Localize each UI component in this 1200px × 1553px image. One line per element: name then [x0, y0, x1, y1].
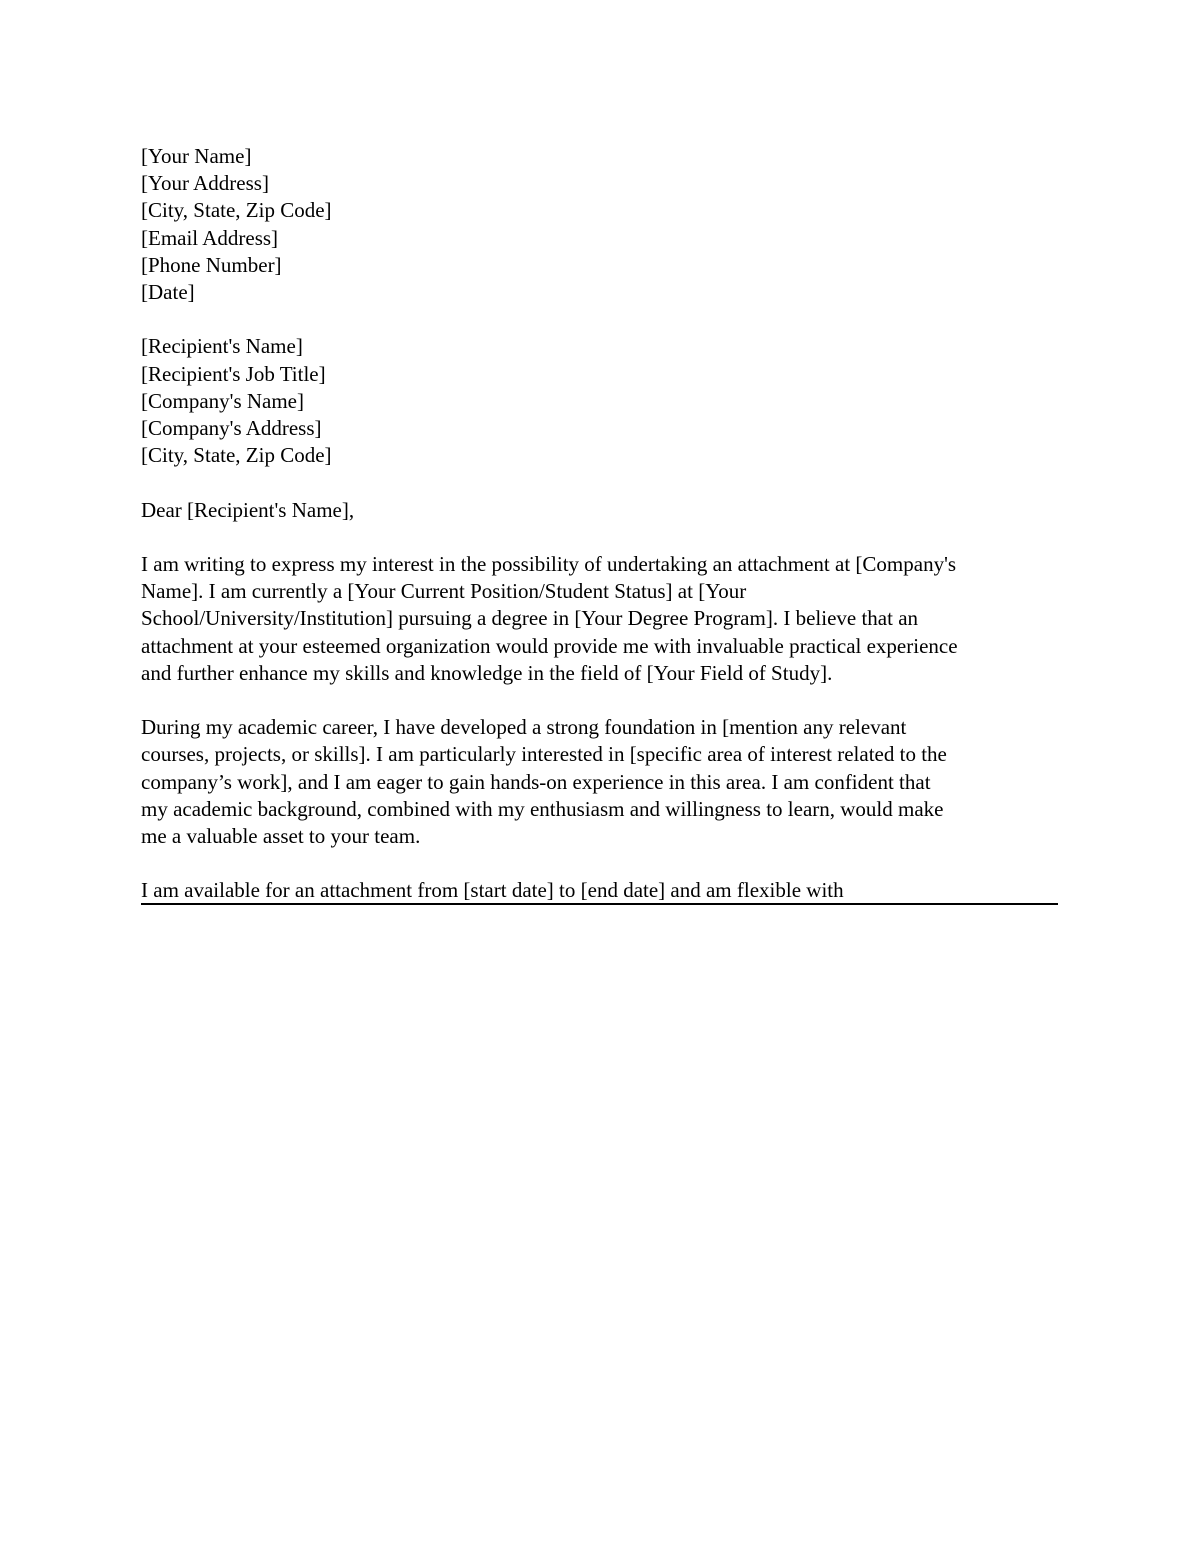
sender-phone: [Phone Number]: [141, 252, 282, 277]
company-name: [Company's Name]: [141, 388, 304, 413]
body-paragraph-3: [141, 877, 1061, 905]
recipient-city-state-zip: [City, State, Zip Code]: [141, 443, 332, 468]
paragraph-line: my academic background, combined with my enthusiasm and willingness to learn, would make: [141, 796, 944, 821]
paragraph-line: and further enhance my skills and knowledge in the field of [Your Field of Study].: [141, 660, 833, 685]
paragraph-line: Name]. I am currently a [Your Current Position/Student Status] at [Your: [141, 579, 747, 604]
sender-name: [Your Name]: [141, 144, 252, 168]
underlined-paragraph-line: I am available for an attachment from [start date] to [end date] and am flexible with: [141, 877, 1058, 905]
spacer: [141, 687, 1061, 714]
recipient-job-title: [Recipient's Job Title]: [141, 361, 326, 386]
body-paragraph-1: [141, 551, 1061, 687]
company-address: [Company's Address]: [141, 416, 322, 441]
paragraph-line: School/University/Institution] pursuing a degree in [Your Degree Program]. I believe that an: [141, 606, 919, 631]
sender-email: [Email Address]: [141, 225, 279, 250]
letter-content: [141, 143, 1061, 905]
spacer: [141, 469, 1061, 496]
paragraph-line: During my academic career, I have developed a strong foundation in [mention any relevant: [141, 715, 907, 740]
spacer: [141, 524, 1061, 551]
salutation: [141, 497, 1061, 524]
recipient-block: [141, 333, 1061, 469]
sender-address: [Your Address]: [141, 171, 269, 196]
paragraph-line: me a valuable asset to your team.: [141, 824, 421, 849]
sender-block: [141, 143, 1061, 306]
spacer: [141, 306, 1061, 333]
paragraph-line: company’s work], and I am eager to gain hands-on experience in this area. I am confident that: [141, 769, 931, 794]
paragraph-line: I am writing to express my interest in the possibility of undertaking an attachment at [Company's: [141, 552, 957, 576]
recipient-name: [Recipient's Name]: [141, 334, 303, 359]
sender-city-state-zip: [City, State, Zip Code]: [141, 198, 332, 223]
letter-date: [Date]: [141, 280, 195, 305]
salutation-text: Dear [Recipient's Name],: [141, 497, 355, 522]
paragraph-line: courses, projects, or skills]. I am particularly interested in [specific area of interest related to the: [141, 742, 947, 767]
paragraph-line: attachment at your esteemed organization would provide me with invaluable practical experience: [141, 633, 958, 658]
spacer: [141, 850, 1061, 877]
body-paragraph-2: [141, 714, 1061, 850]
